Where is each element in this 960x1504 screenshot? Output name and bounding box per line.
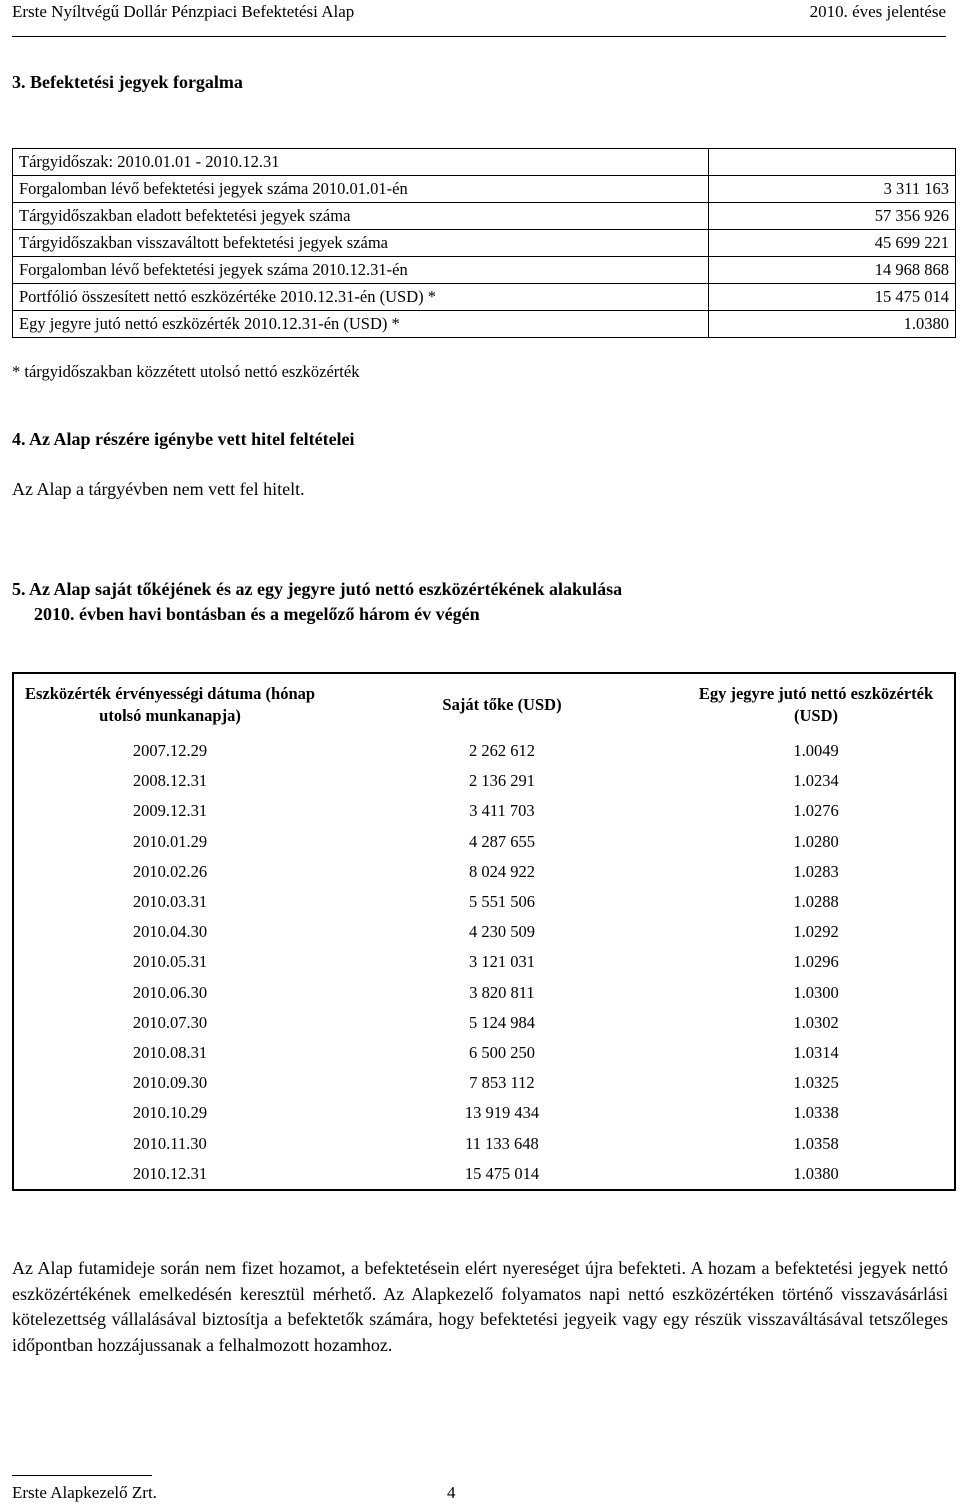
table-row: [13, 917, 955, 947]
table-row: [13, 1128, 955, 1158]
footer-company: Erste Alapkezelő Zrt.: [12, 1483, 157, 1502]
cell-nav-per-unit: 1.0283: [793, 861, 839, 881]
cell-nav-per-unit: 1.0280: [793, 831, 839, 851]
cell-date: 2010.11.30: [133, 1133, 207, 1153]
table-row: [13, 1068, 955, 1098]
table-row: [13, 1008, 955, 1038]
table-row: [13, 1038, 955, 1068]
cell-nav-per-unit: 1.0338: [793, 1103, 839, 1123]
table-row: [13, 978, 955, 1008]
section-3-heading: 3. Befektetési jegyek forgalma: [12, 72, 243, 92]
cell-nav-per-unit: 1.0288: [793, 892, 839, 912]
stats-value: 3 311 163: [709, 176, 956, 203]
section-5-heading-line2: 2010. évben havi bontásban és a megelőző három év végén: [34, 604, 480, 624]
table-row: [13, 887, 955, 917]
cell-nav-per-unit: 1.0380: [793, 1163, 839, 1183]
stats-label: Tárgyidőszak: 2010.01.01 - 2010.12.31: [13, 149, 709, 176]
cell-date: 2010.12.31: [132, 1163, 208, 1183]
cell-equity: 2 136 291: [469, 771, 535, 791]
table-row: [13, 857, 955, 887]
cell-equity: 15 475 014: [464, 1163, 540, 1183]
stats-value: 1.0380: [709, 311, 956, 338]
cell-date: 2008.12.31: [132, 771, 208, 791]
table-row: [13, 1159, 955, 1190]
cell-nav-per-unit: 1.0325: [793, 1073, 839, 1093]
cell-equity: 13 919 434: [464, 1103, 540, 1123]
stats-row: [13, 203, 956, 230]
cell-date: 2010.09.30: [132, 1073, 208, 1093]
stats-label: Egy jegyre jutó nettó eszközérték 2010.12.31-én (USD) *: [13, 311, 709, 338]
stats-row: [13, 257, 956, 284]
units-turnover-table: [12, 148, 956, 338]
table-row: [13, 766, 955, 796]
cell-equity: 5 124 984: [469, 1012, 535, 1032]
table-row: [13, 736, 955, 766]
cell-date: 2009.12.31: [132, 801, 208, 821]
cell-date: 2010.04.30: [132, 922, 208, 942]
nav-history-table: [12, 672, 956, 1191]
stats-label: Tárgyidőszakban eladott befektetési jegyek száma: [13, 203, 709, 230]
cell-nav-per-unit: 1.0049: [793, 741, 839, 761]
cell-date: 2010.03.31: [132, 892, 208, 912]
cell-date: 2007.12.29: [132, 741, 208, 761]
stats-label: Forgalomban lévő befektetési jegyek száma 2010.12.31-én: [13, 257, 709, 284]
cell-nav-per-unit: 1.0296: [793, 952, 839, 972]
closing-paragraph: Az Alap futamideje során nem fizet hozamot, a befektetésein elért nyereséget újra befekteti. A hozam a befektetési jegyek nettó eszközértékének emelkedésén keresztül mérhető. Az Alapkezelő folyamatos napi nettó eszközértéken történő visszavásárlási kötelezettség vállalásával biztosítja a befektetők számára, hogy befektetési jegyeik vagy egy részük visszaváltásával tetszőleges időpontban hozzájussanak a felhalmozott hozamhoz.: [12, 1258, 948, 1355]
column-header-equity: Saját tőke (USD): [442, 695, 562, 714]
table-row: [13, 1098, 955, 1128]
page-header: [12, 0, 946, 37]
stats-value: [709, 149, 956, 176]
cell-nav-per-unit: 1.0234: [793, 771, 839, 791]
cell-nav-per-unit: 1.0276: [793, 801, 839, 821]
stats-row: [13, 176, 956, 203]
cell-date: 2010.01.29: [132, 831, 208, 851]
cell-equity: 7 853 112: [469, 1073, 535, 1093]
table-row: [13, 796, 955, 826]
stats-row: [13, 284, 956, 311]
cell-date: 2010.05.31: [132, 952, 208, 972]
cell-nav-per-unit: 1.0314: [793, 1042, 839, 1062]
stats-label: Tárgyidőszakban visszaváltott befektetési jegyek száma: [13, 230, 709, 257]
cell-equity: 4 230 509: [469, 922, 535, 942]
stats-value: 45 699 221: [709, 230, 956, 257]
stats-value: 15 475 014: [709, 284, 956, 311]
section-4-text: Az Alap a tárgyévben nem vett fel hitelt.: [12, 479, 305, 499]
stats-row: [13, 149, 956, 176]
cell-equity: 3 411 703: [469, 801, 535, 821]
stats-value: 14 968 868: [709, 257, 956, 284]
footnote: * tárgyidőszakban közzétett utolsó nettó eszközérték: [12, 362, 360, 381]
cell-nav-per-unit: 1.0292: [793, 922, 839, 942]
column-header-nav-per-unit: Egy jegyre jutó nettó eszközérték (USD): [698, 684, 934, 725]
stats-value: 57 356 926: [709, 203, 956, 230]
header-report-title: 2010. éves jelentése: [809, 2, 946, 21]
cell-date: 2010.10.29: [132, 1103, 208, 1123]
cell-nav-per-unit: 1.0300: [793, 982, 839, 1002]
cell-equity: 3 820 811: [469, 982, 535, 1002]
table-header-row: [13, 673, 955, 736]
cell-equity: 2 262 612: [469, 741, 535, 761]
cell-equity: 6 500 250: [469, 1042, 535, 1062]
cell-date: 2010.08.31: [132, 1042, 208, 1062]
cell-nav-per-unit: 1.0302: [793, 1012, 839, 1032]
stats-row: [13, 311, 956, 338]
table-row: [13, 827, 955, 857]
cell-equity: 5 551 506: [469, 892, 535, 912]
header-fund-name: Erste Nyíltvégű Dollár Pénzpiaci Befektetési Alap: [12, 2, 355, 21]
cell-nav-per-unit: 1.0358: [793, 1133, 839, 1153]
footer-divider: [12, 1475, 152, 1476]
table-row: [13, 947, 955, 977]
section-5-heading-line1: 5. Az Alap saját tőkéjének és az egy jegyre jutó nettó eszközértékének alakulása: [12, 579, 623, 599]
column-header-date: Eszközérték érvényességi dátuma (hónap utolsó munkanapja): [24, 684, 316, 725]
cell-equity: 4 287 655: [469, 831, 535, 851]
cell-date: 2010.02.26: [132, 861, 208, 881]
page-number: 4: [447, 1483, 456, 1502]
stats-label: Portfólió összesített nettó eszközértéke 2010.12.31-én (USD) *: [13, 284, 709, 311]
cell-equity: 3 121 031: [469, 952, 535, 972]
cell-equity: 11 133 648: [465, 1133, 539, 1153]
stats-row: [13, 230, 956, 257]
cell-date: 2010.07.30: [132, 1012, 208, 1032]
section-4-heading: 4. Az Alap részére igénybe vett hitel feltételei: [12, 429, 355, 449]
cell-equity: 8 024 922: [469, 861, 535, 881]
cell-date: 2010.06.30: [132, 982, 208, 1002]
stats-label: Forgalomban lévő befektetési jegyek száma 2010.01.01-én: [13, 176, 709, 203]
